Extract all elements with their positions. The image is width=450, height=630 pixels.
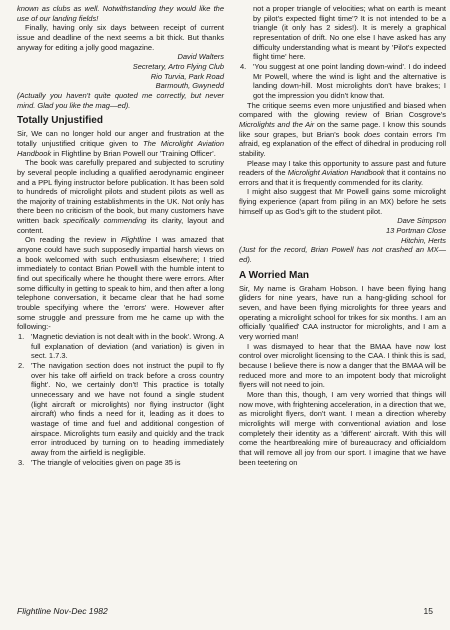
editor-note-1: (Actually you haven't quite quoted me correctly, but never mind. Glad you like the mag—ed). bbox=[17, 90, 224, 110]
signature-line: Dave Simpson bbox=[397, 216, 446, 226]
footer-publication: Flightline Nov-Dec 1982 bbox=[17, 606, 108, 616]
text-run: Sir, We can no longer hold our anger and frustration at the totally unjustified critique given to bbox=[17, 129, 224, 148]
signature-line: 13 Portman Close bbox=[385, 226, 446, 236]
text-run: Please may I take this opportunity to assure past and future readers of the bbox=[239, 158, 446, 178]
signature-line: Secretary, Artro Flying Club bbox=[132, 61, 224, 71]
book-title: Microlights and the Air bbox=[239, 119, 315, 129]
emphasis: does bbox=[363, 129, 381, 139]
text-run: contain errors I'm afraid, eg explanation of the effect of dihedral in producing roll stability. bbox=[239, 129, 446, 158]
list-text: 'You suggest at one point landing down-wind'. I do indeed Mr Powell, where the wind is light and the alternative is landing down-hill. Most microlights don't have brakes; I got the impression you didn't know that. bbox=[253, 61, 446, 100]
list-item bbox=[17, 458, 224, 468]
text-run: that it contains no errors and that it is frequently commended for its clarity. bbox=[239, 168, 446, 187]
letter-1-paragraph: Finally, having only six days between receipt of current issue and deadline of the next seems a bit thick. But thanks anyway for editing a jolly good magazine. bbox=[17, 23, 224, 52]
editor-note-2: (Just for the record, Brian Powell has not crashed an MX—ed). bbox=[239, 245, 446, 265]
list-text: 'Magnetic deviation is not dealt with in the book'. Wrong. A full explanation of deviation (and variation) is given in sect. 1.7.3. bbox=[31, 332, 224, 361]
text-run: The book was carefully prepared and subjected to scrutiny by several people including a qualified aerodynamic engineer and a PPL flying instructor before publication. It has been sold to hundreds of microlight pilots and student pilots as well as the majority of training establishments in the UK. Not only has there been no criticism of the book, but many customers have written back bbox=[17, 158, 224, 226]
heading-totally-unjustified: Totally Unjustified bbox=[17, 115, 103, 127]
magazine-title: Flightline bbox=[120, 235, 151, 245]
signature-line: Barmouth, Gwynedd bbox=[155, 81, 224, 91]
emphasis: specifically commending bbox=[63, 216, 147, 226]
right-column bbox=[239, 4, 446, 467]
text-run: on the same page. I know this sounds like sour grapes, but Brian's book bbox=[239, 119, 447, 139]
heading-a-worried-man: A Worried Man bbox=[239, 269, 310, 281]
list-number: 3. bbox=[18, 457, 25, 467]
criticism-list bbox=[17, 332, 224, 467]
letter-1-ending bbox=[17, 4, 224, 23]
letter-2-paragraph bbox=[17, 158, 224, 235]
text-run: The critique seems even more unjustified and biased when compared with the glowing review of Brian Cosgrove's bbox=[239, 100, 446, 120]
text-run: I was amazed that anyone could have such supposedly impartial harsh views on a book welcomed with such enthusiasm elsewhere; I tried immediately to contact Brian Powell with the humble intent to find out specifically where he thought there were errors. After some difficulty in getting to speak to him, and then after a long telephone conversation, it became clear that he had some trouble specifying where the 'errors' were. However after some struggle and pressure from me he came up with the following:- bbox=[17, 235, 224, 332]
letter-3-paragraph: I was dismayed to hear that the BMAA have now lost control over microlight licensing to the CAA. I think this is sad, because I believe there is now a danger that the BMAA will be reduced more and more to an impotent body that microlight flyers will not need to join. bbox=[239, 341, 446, 390]
list-item bbox=[17, 332, 224, 361]
letter-2-paragraph bbox=[17, 129, 224, 158]
list-number: 2. bbox=[18, 360, 25, 370]
signature-line: Rio Turvia, Park Road bbox=[150, 71, 224, 81]
text-run: its clarity, layout and content. bbox=[17, 216, 224, 235]
list-item bbox=[17, 361, 224, 458]
left-column bbox=[17, 4, 224, 467]
letter-2-paragraph bbox=[239, 101, 446, 159]
book-title: The Microlight Aviation Handbook bbox=[17, 138, 224, 158]
signature-line: Hitchin, Herts bbox=[400, 235, 446, 245]
letter-1-signature bbox=[17, 52, 224, 91]
letter-1-ending-text: known as clubs as well. Notwithstanding they would like the use of our landing fields! bbox=[17, 4, 224, 23]
letter-3-paragraph: Sir, My name is Graham Hobson. I have been flying hang gliders for nine years, have run a hang-gliding school for seven, and have been flying microlights for three years and operating a microlight school for trikes for six months. I am an officially 'qualified' CAA instructor for microlights, and I am a very worried man! bbox=[239, 283, 446, 341]
letter-2-paragraph bbox=[239, 159, 446, 188]
letter-2-paragraph: I might also suggest that Mr Powell gains some microlight flying experience (apart from piling in an MX) before he sets himself up as God's gift to the student pilot. bbox=[239, 187, 446, 216]
text-run: in Flightline by Brian Powell our 'Training Officer'. bbox=[51, 148, 216, 158]
list-number: 1. bbox=[18, 332, 25, 341]
book-title: Microlight Aviation Handbook bbox=[287, 168, 385, 178]
signature-line: David Walters bbox=[177, 52, 224, 62]
criticism-list-continued bbox=[239, 62, 446, 101]
letter-3-paragraph: More than this, though, I am very worried that things will now move, with frightening acceleration, in a direction that we, as microlight flyers, don't want. I mean a direction whereby microlights will merge with conventional aviation and lose completely their identity as a 'different' aircraft. With this will come the heartbreaking mire of bureaucracy and officialdom that will remove all joy from our sport. I imagine that we have been teetering on bbox=[239, 389, 446, 467]
page-number: 15 bbox=[423, 606, 433, 616]
letter-2-paragraph bbox=[17, 235, 224, 332]
list-text: 'The triangle of velocities given on page 35 is bbox=[31, 457, 181, 467]
text-run: On reading the review in bbox=[25, 235, 121, 245]
letter-2-continued: not a proper triangle of velocities; what on earth is meant by pilot's expected flight time'? It is not intended to be a triangle (it only has 2 sides!). It is merely a graphical representation of drift. No one else I have asked has any difficulty understanding what is meant by 'Pilot's expected flight time' here. bbox=[253, 4, 446, 62]
list-text: 'The navigation section does not instruct the pupil to fly over his take off airfield on track before a cross country flight'. No, we certainly don't! This practice is totally unnecessary and we have not found a single student (light aircraft or microlights) nor flying instructor (light aircraft) who finds a need for it, leading as it does to wastage of time and fuel and additional congestion of airspace. Microlights turn easily and quickly and the track error introduced by turning on to heading immediately away from the airfield is negligible. bbox=[31, 360, 224, 457]
letter-2-signature bbox=[239, 216, 446, 245]
page-footer bbox=[17, 606, 433, 616]
list-number: 4. bbox=[240, 61, 247, 71]
list-item bbox=[239, 62, 446, 101]
